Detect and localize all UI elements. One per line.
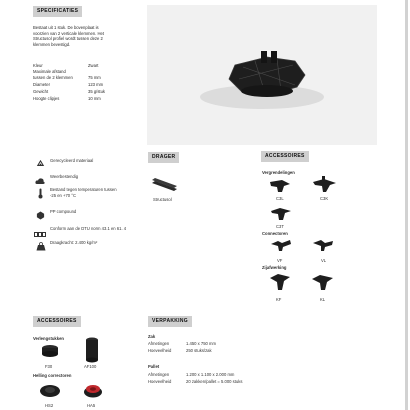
- vl-part-image: [312, 238, 334, 257]
- feature-text: Bestand tegen temperaturen tussen: [50, 187, 117, 192]
- specs-header: SPECIFICATIES: [33, 6, 82, 17]
- thermometer-icon: [37, 186, 44, 204]
- specs-intro-line: Structusol profiel wordt tussen deze 2: [33, 36, 103, 41]
- part-label: C3K: [320, 196, 329, 201]
- spec-value: 35 g/stuk: [88, 89, 105, 94]
- hs2-part-image: [39, 381, 61, 404]
- group-title: Connectoren: [262, 231, 288, 236]
- packaging-value: 20 zakken/pallet = 5.000 stuks: [186, 379, 243, 384]
- ha5-part-image: [83, 383, 103, 404]
- spec-label: Gewicht: [33, 89, 49, 94]
- spec-label: Maximale afstand: [33, 69, 66, 74]
- specs-intro-line: voorzien van 2 verticale klemmen. Het: [33, 30, 104, 36]
- specs-intro-line: Bestaat uit 1 stuk. De bovenplaat is: [33, 25, 99, 30]
- part-label: VL: [321, 258, 327, 263]
- spec-value: 75 mm: [88, 75, 101, 80]
- packaging-header: VERPAKKING: [148, 316, 192, 327]
- structusol-profile-image: [150, 176, 180, 197]
- page-edge: [405, 0, 408, 410]
- spec-label: tussen de 2 klemmen: [33, 75, 73, 80]
- f30-part-image: [40, 344, 60, 363]
- pp-icon: [36, 207, 45, 225]
- vf-part-image: [270, 238, 292, 257]
- feature-text: -25 en +70 °C: [50, 193, 77, 198]
- part-label: KL: [320, 297, 326, 302]
- packaging-label: Hoeveelheid: [148, 348, 172, 353]
- feature-text: Draagkracht: 2.400 kg/m²: [50, 240, 98, 245]
- feature-text: Gerecycleerd materiaal: [50, 158, 94, 163]
- part-label: KF: [276, 297, 282, 302]
- part-label: C3L: [276, 196, 284, 201]
- kl-part-image: [311, 272, 335, 297]
- drager-header: DRAGER: [148, 152, 179, 163]
- group-title: Helling correctoren: [33, 373, 72, 378]
- accessories-header: ACCESSOIRES: [261, 151, 309, 162]
- spec-value: 123 mm: [88, 82, 104, 87]
- packaging-label: Afmetingen: [148, 372, 170, 377]
- feature-text: Weerbestendig: [50, 174, 79, 179]
- part-label: AF100: [84, 364, 97, 369]
- packaging-block-title: Zak: [148, 334, 156, 339]
- packaging-value: 1.200 x 1.100 x 2.000 mm: [186, 372, 235, 377]
- packaging-label: Hoeveelheid: [148, 379, 172, 384]
- spec-value: Zwart: [88, 63, 99, 68]
- part-label: HS2: [45, 403, 54, 408]
- feature-text: Conform aan de DTU norm 43.1 en 61. 4: [50, 226, 127, 231]
- weight-icon: [36, 238, 46, 256]
- packaging-block-title: Pallet: [148, 364, 160, 369]
- group-title: Verlengstukken: [33, 336, 64, 341]
- packaging-label: Afmetingen: [148, 341, 170, 346]
- packaging-value: 250 stuks/zak: [186, 348, 212, 353]
- specs-intro-line: klemmen bevestigd.: [33, 41, 71, 47]
- spec-label: Diameter: [33, 82, 50, 87]
- group-title: Zijafwerking: [262, 265, 287, 270]
- spec-value: 10 mm: [88, 96, 101, 101]
- feature-text: PP compound: [50, 209, 77, 214]
- packaging-value: 1.450 x 750 mm: [186, 341, 217, 346]
- accessories-header: ACCESSOIRES: [33, 316, 81, 327]
- group-title: Vergrendelingen: [262, 170, 295, 175]
- drager-item-label: Structusol: [153, 197, 172, 202]
- part-label: F30: [45, 364, 53, 369]
- pedestal-head-image: [147, 5, 377, 145]
- part-label: HA5: [87, 403, 96, 408]
- part-label: VF: [277, 258, 283, 263]
- kf-part-image: [268, 272, 292, 297]
- spec-label: Kleur: [33, 63, 43, 68]
- part-label: C3T: [276, 224, 284, 229]
- spec-label: Hoogte clipjes: [33, 96, 60, 101]
- product-photo: [147, 5, 377, 145]
